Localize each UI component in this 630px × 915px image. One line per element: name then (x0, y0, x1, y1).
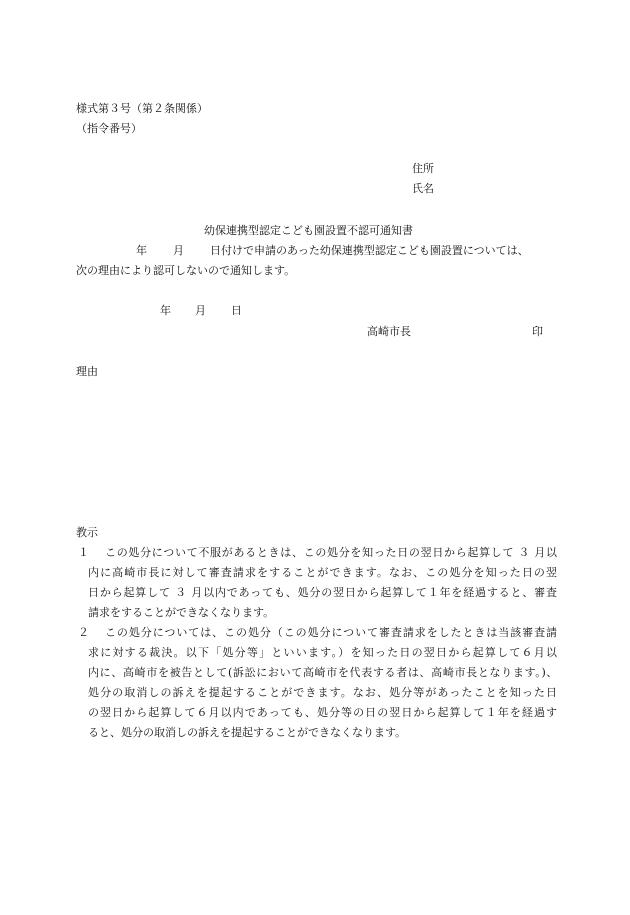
instruction-line: の翌日から起算して６月以内であっても、処分等の日の翌日から起算して１年を経過す (88, 706, 557, 719)
instruction-line: 処分の取消しの訴えを提起することができます。なお、処分等があったことを知った日 (88, 686, 557, 699)
designation-number: （指令番号） (76, 122, 142, 135)
recipient-name-label: 氏名 (412, 182, 434, 195)
instruction-line: 求に対する裁決。以下「処分等」といいます。）を知った日の翌日から起算して６月以 (88, 646, 557, 659)
instruction-number: ２ (78, 626, 89, 639)
date-day-label: 日 (231, 304, 242, 317)
instruction-number: １ (78, 546, 89, 559)
instruction-line: 日から起算して ３ 月以内であっても、処分の翌日から起算して１年を経過すると、審査 (88, 586, 557, 599)
reason-label: 理由 (76, 365, 98, 378)
seal-mark: 印 (532, 325, 543, 338)
instructions-heading: 教示 (76, 526, 98, 539)
instruction-line: この処分については、この処分（この処分について審査請求をしたときは当該審査請 (105, 626, 557, 639)
form-number: 様式第３号（第２条関係） (76, 102, 208, 115)
instruction-line: ると、処分の取消しの訴えを提起することができなくなります。 (88, 726, 407, 739)
body-month-label: 月 (173, 244, 184, 257)
instruction-line: この処分について不服があるときは、この処分を知った日の翌日から起算して ３ 月以 (105, 546, 557, 559)
recipient-address-label: 住所 (412, 162, 434, 175)
instruction-line: 請求をすることができなくなります。 (88, 606, 275, 619)
date-year-label: 年 (160, 304, 171, 317)
instruction-line: 内に高崎市長に対して審査請求をすることができます。なお、この処分を知った日の翌 (88, 566, 557, 579)
body-line-2: 次の理由により認可しないので通知します。 (76, 264, 296, 277)
body-year-label: 年 (136, 244, 147, 257)
instruction-line: 内に、高崎市を被告として(訴訟において高崎市を代表する者は、高崎市長となります。)、 (88, 666, 557, 679)
document-title: 幼保連携型認定こども園設置不認可通知書 (204, 224, 413, 237)
body-line-1: 日付けで申請のあった幼保連携型認定こども園設置については、 (210, 244, 529, 257)
issuer-title: 高崎市長 (367, 325, 411, 338)
date-month-label: 月 (195, 304, 206, 317)
